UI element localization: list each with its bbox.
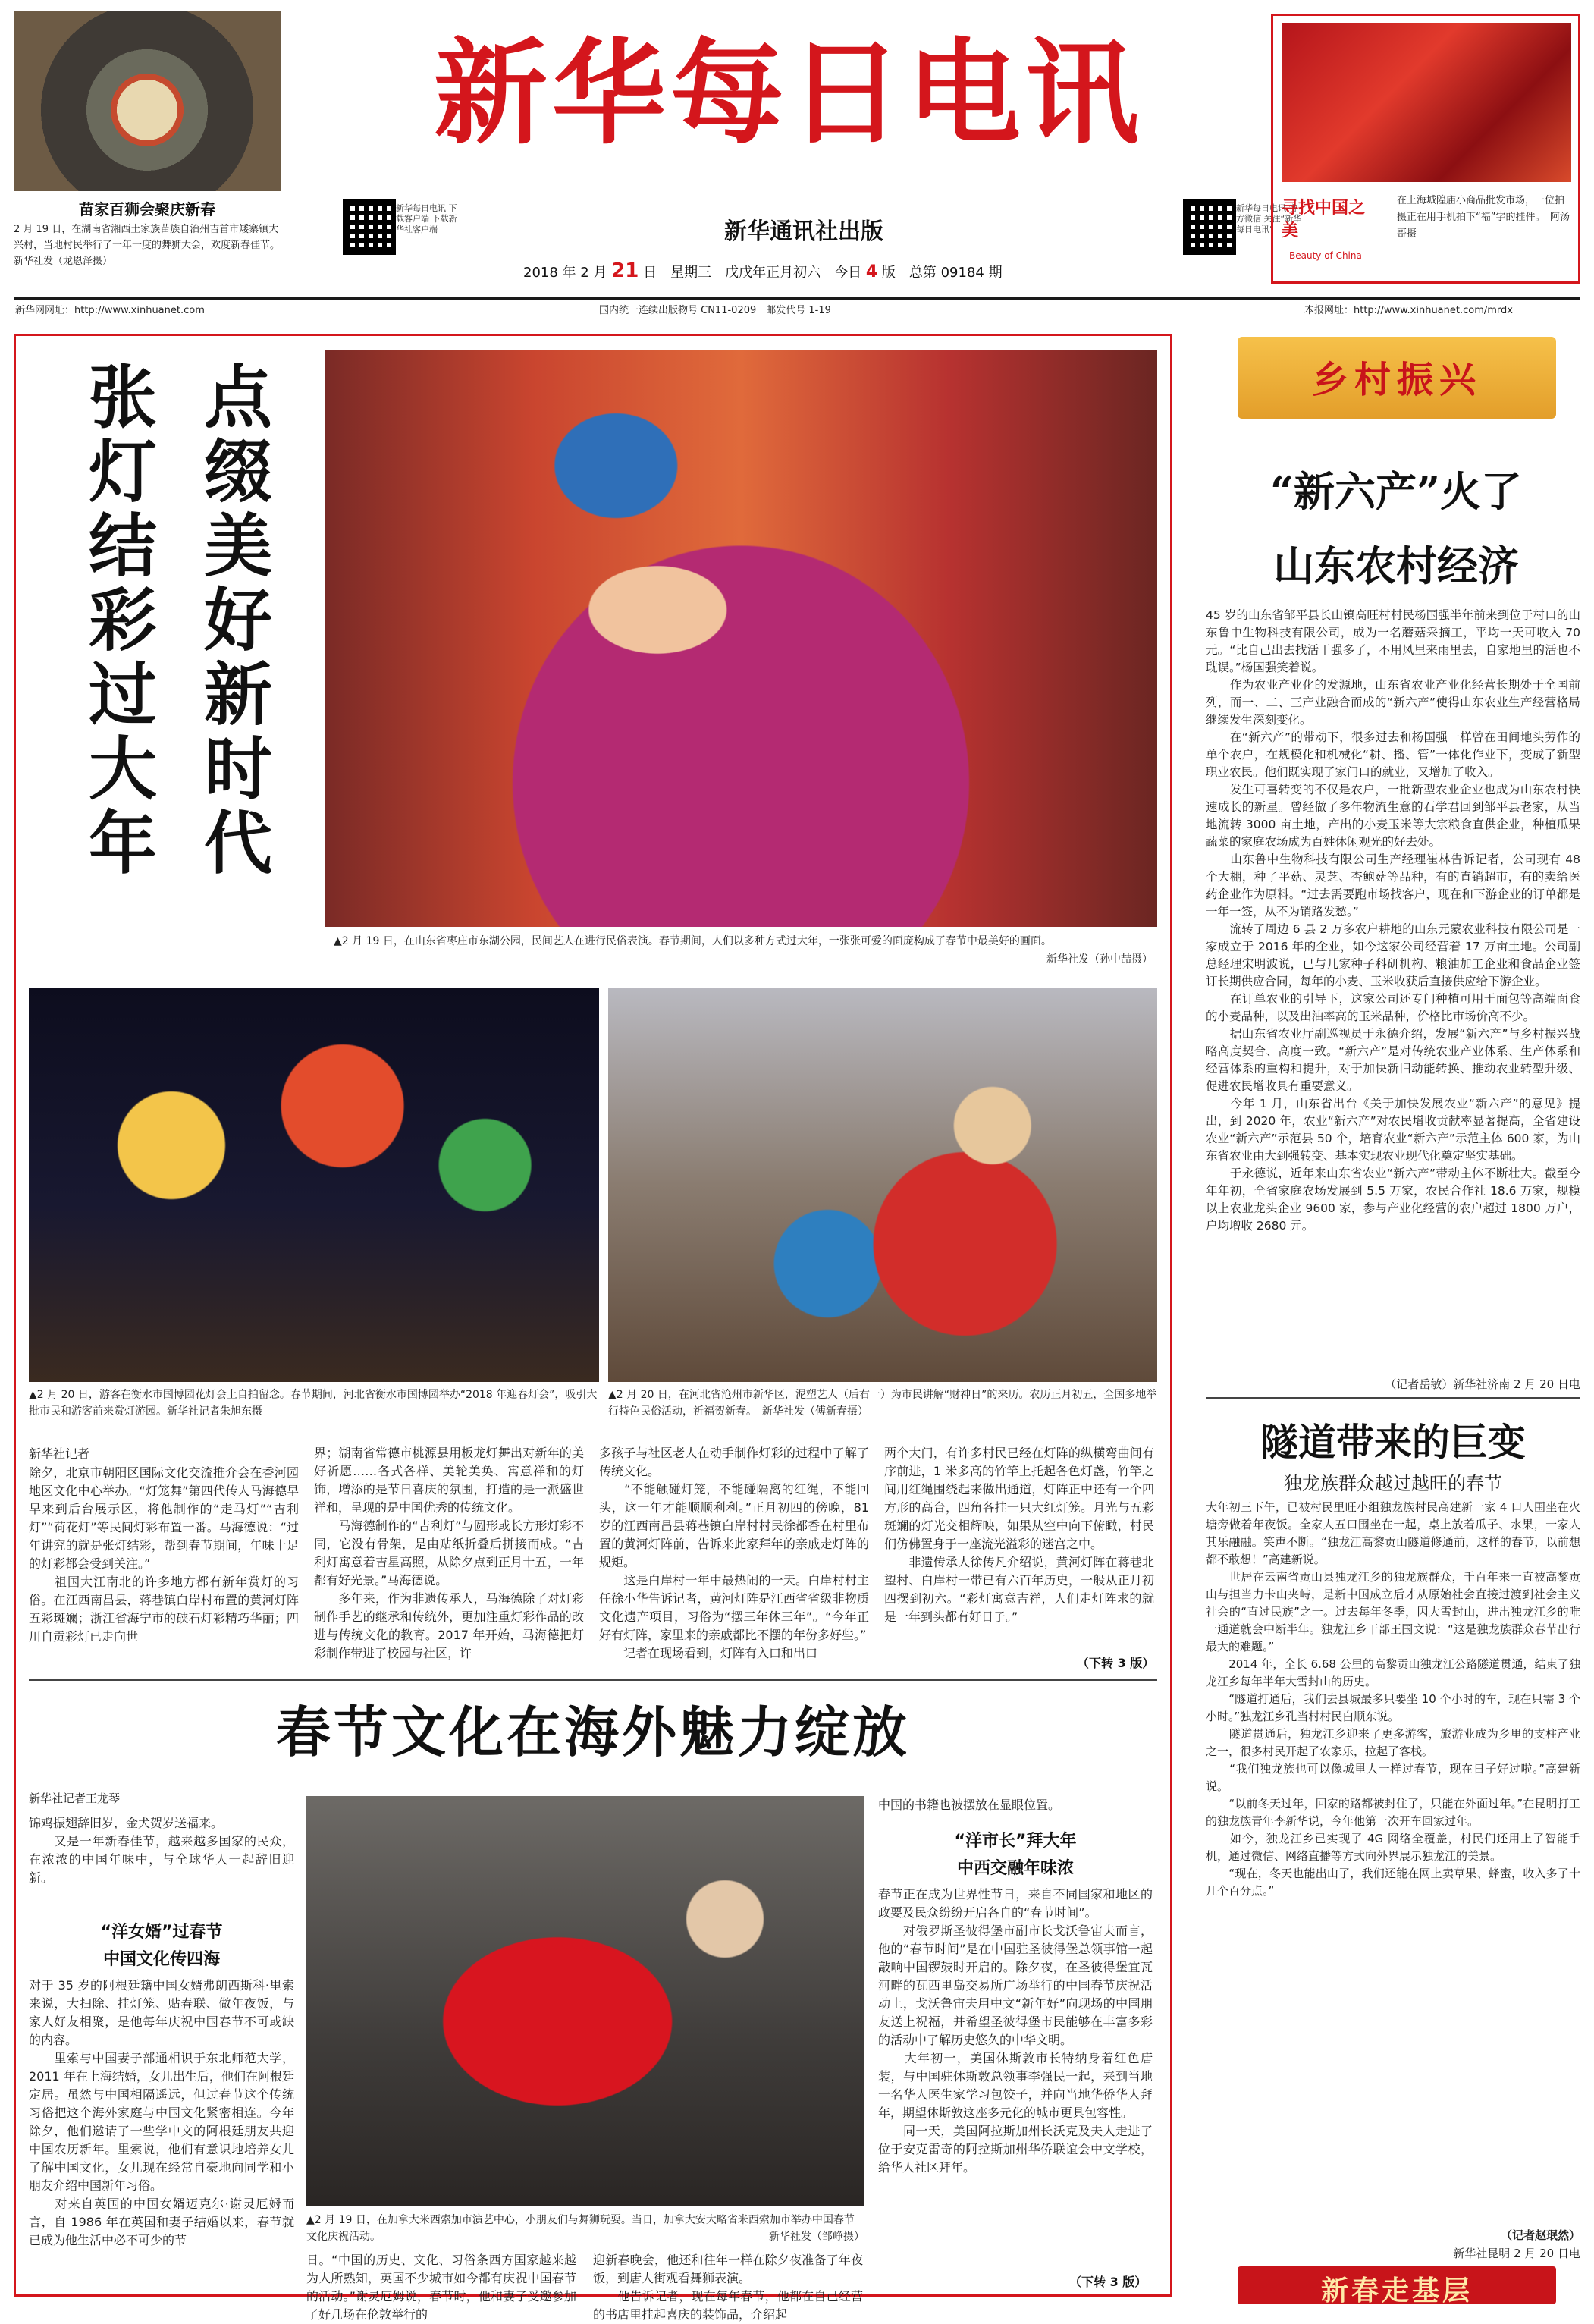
new-spring-banner	[1238, 2266, 1556, 2307]
lead-continued[interactable]: （下转 3 版）	[1077, 1656, 1155, 1670]
tunnel-subheadline: 独龙族群众越过越旺的春节	[1284, 1473, 1502, 1494]
lead-main-photo-caption: ▲2 月 19 日，在山东省枣庄市东湖公园，民间艺人在进行民俗表演。春节期间，人们以多种方式过大年，一张张可爱的面庞构成了春节中最美好的画面。	[334, 935, 1052, 947]
overseas-sub2-line2: 中西交融年味浓	[956, 1859, 1074, 1878]
lead-body-col2: 界；湖南省常德市桃源县用板龙灯舞出对新年的美好祈愿……各式各样、美轮美奂、寓意祥和的灯饰，增添的是节日喜庆的氛围，打造的是一派盛世祥和，呈现的是中国优秀的传统文化。 马海德制作的“吉利灯”与圆形或长方形灯彩不同，它没有骨架，是由贴纸折叠后拼接而成。“吉利灯寓意着吉星高照，从除夕点到正月十五，一年都有好光景。”马海德说。 多年来，作为非遗传承人，马海德除了对灯彩制作手艺的继承和传统外，更加注重灯彩作品的改进与传统文化的教育。2017 年开始，马海德把灯彩制作带进了校园与社区，许	[314, 1446, 584, 1660]
masthead-rule	[14, 297, 1580, 300]
new-spring-banner-text: 新春走基层	[1320, 2275, 1473, 2307]
lead-body-col1: 除夕，北京市朝阳区国际文化交流推介会在香河园地区文化中心举办。“灯笼舞”第四代传人马海德早早来到后台展示区，将他制作的“走马灯”“吉利灯”“荷花灯”等民间灯彩布置一番。马海德说：“过年讲究的就是张灯结彩，帮到春节期间，年味十足的灯彩都会受到关注。” 祖国大江南北的许多地方都有新年赏灯的习俗。在江西南昌县，蒋巷镇白岸村布置的黄河灯阵五彩斑斓；浙江省海宁市的硖石灯彩精巧华丽；四川自贡彩灯已走向世	[29, 1465, 299, 1644]
overseas-body-d: 春节正在成为世界性节日，来自不同国家和地区的政要及民众纷纷开启各自的“春节时间”。 对俄罗斯圣彼得堡市副市长戈沃鲁宙夫而言，他的“春节时间”是在中国驻圣彼得堡总领事馆一起敲响中国锣鼓时开启的。除夕夜，在圣彼得堡宜瓦河畔的瓦西里岛交易所广场举行的中国春节庆祝活动上，戈沃鲁宙夫用中文“新年好”向现场的中国朋友送上祝福，并希望圣彼得堡市民能够在丰富多彩的活动中了解历史悠久的中华文明。 大年初一，美国休斯敦市长特纳身着红色唐装，与中国驻休斯敦总领事李强民一起，来到当地一名华人医生家学习包饺子，并向当地华侨华人拜年，期望休斯敦这座多元化的城市更具包容性。 同一天，美国阿拉斯加州长沃克及夫人走进了位于安克雷奇的阿拉斯加州华侨联谊会中文学校，给华人社区拜年。	[878, 1887, 1153, 2175]
lead-headline-col2: 张灯结彩过大年	[77, 361, 156, 881]
lion-dance-photo	[306, 1796, 864, 2206]
lead-body-col3: 多孩子与社区老人在动手制作灯彩的过程中了解了传统文化。 “不能触碰灯笼，不能碰隔离的红绳，不能回头，这一年才能顺顺利利。”正月初四的傍晚，81 岁的江西南昌县蒋巷镇白岸村村民徐都香在村里布置的黄河灯阵前，告诉来此家拜年的亲戚走灯阵的规矩。 这是白岸村一年中最热闹的一天。白岸村村主任徐小华告诉记者，黄河灯阵是江西省省级非物质文化遗产项目，习俗为“摆三年休三年”。“今年正好有灯阵，家里来的亲戚都比不摆的年份多好些。” 记者在现场看到，灯阵有入口和出口	[599, 1446, 869, 1660]
date-rest: 日 星期三 戊戌年正月初六 今日	[643, 265, 862, 281]
clay-figure-photo	[608, 988, 1157, 1382]
page-count: 4	[865, 262, 878, 281]
lead-byline: 新华社记者	[29, 1446, 90, 1461]
lion-dance-credit: 新华社发（邹峥摄）	[769, 2231, 864, 2243]
lion-dance-caption: ▲2 月 19 日，在加拿大米西索加市演艺中心，小朋友们与舞狮玩耍。当日，加拿大安大略省米西索加市举办中国春节文化庆祝活动。	[306, 2214, 855, 2243]
overseas-byline: 新华社记者王龙琴	[29, 1792, 121, 1805]
overseas-body-c: 迎新春晚会，他还和往年一样在除夕夜准备了年夜饭，到唐人街观看舞狮表演。 他告诉记者，现在每年春节，他都在自己经营的书店里挂起喜庆的装饰品，介绍起	[593, 2253, 863, 2322]
qr-code-right[interactable]	[1183, 199, 1236, 255]
tunnel-headline: 隧道带来的巨变	[1260, 1420, 1526, 1465]
overseas-sub1-line2: 中国文化传四海	[102, 1950, 220, 1969]
qr-note-right: 新华每日电讯 官方微信 关注“新华每日电讯”	[1236, 203, 1302, 234]
tunnel-signoff: （记者赵珉然）	[1500, 2228, 1580, 2242]
right-headline-line1: “新六产”火了	[1269, 467, 1523, 516]
top-right-photo	[1282, 23, 1571, 182]
top-right-caption: 在上海城隍庙小商品批发市场，一位拍摄正在用手机拍下“福”字的挂件。 阿汤哥摄	[1397, 195, 1570, 240]
lead-main-photo	[325, 350, 1157, 927]
date-day: 21	[611, 259, 639, 282]
website-left[interactable]: 新华网网址：http://www.xinhuanet.com	[15, 305, 205, 316]
rural-banner	[1238, 337, 1556, 419]
lantern-photo-caption: ▲2 月 20 日，游客在衡水市国博园花灯会上自拍留念。春节期间，河北省衡水市国博园举办“2018 年迎春灯会”，吸引大批市民和游客前来赏灯游园。新华社记者朱旭东摄	[29, 1389, 598, 1418]
overseas-sub1-line1: “洋女婿”过春节	[100, 1923, 223, 1942]
overseas-body-a: 对于 35 岁的阿根廷籍中国女婿弗朗西斯科·里索来说，大扫除、挂灯笼、贴春联、做年夜饭，与家人好友相聚，是他每年庆祝中国春节不可或缺的内容。 里索与中国妻子部通相识于东北师范大学，2011 年在上海结婚，女儿出生后，他们在阿根廷定居。虽然与中国相隔遥远，但过春节这个传统习俗把这个海外家庭与中国文化紧密相连。今年除夕，他们邀请了一些学中文的阿根廷朋友共迎中国农历新年。里索说，他们有意识地培养女儿了解中国文化，女儿现在经常自豪地向同学和小朋友介绍中国新年习俗。 对来自英国的中国女婿迈克尔·谢灵厄姆而言，自 1986 年在英国和妻子结婚以来，春节就已成为他生活中必不可少的节	[29, 1978, 294, 2247]
overseas-body-right-top: 中国的书籍也被摆放在显眼位置。	[878, 1798, 1061, 1812]
lantern-photo	[29, 988, 599, 1382]
lead-body-col4: 两个大门，有许多村民已经在灯阵的纵横弯曲间有序前进，1 米多高的竹竿上托起各色灯盏，竹竿之间用红绳围绕起来做出通道，灯阵正中还有一个四方形的高台，四角各挂一只大红灯笼。月光与五彩斑斓的灯光交相辉映，如果从空中向下俯瞰，村民们仿佛置身于一座流光溢彩的迷宫之中。 非遗传承人徐传凡介绍说，黄河灯阵在蒋巷北望村、白岸村一带已有六百年历史，一般从正月初四摆到初六。“彩灯寓意吉祥，人们走灯阵求的就是一年到头都有好日子。”	[884, 1446, 1154, 1624]
right-headline-line2: 山东农村经济	[1273, 542, 1519, 590]
rural-banner-text: 乡村振兴	[1311, 359, 1482, 401]
lead-headline-col1: 点缀美好新时代	[192, 361, 271, 881]
overseas-sub2-line1: “洋市长”拜大年	[954, 1832, 1077, 1851]
beauty-logo-en: Beauty of China	[1289, 250, 1362, 261]
qr-code-left[interactable]	[343, 199, 396, 255]
lead-main-photo-credit: 新华社发（孙中喆摄）	[1046, 953, 1153, 966]
lead-divider	[29, 1679, 1157, 1681]
website-right[interactable]: 本报网址：http://www.xinhuanet.com/mrdx	[1304, 305, 1513, 316]
top-left-title: 苗家百狮会聚庆新春	[79, 200, 215, 218]
right-body: 45 岁的山东省邹平县长山镇高旺村村民杨国强半年前来到位于村口的山东鲁中生物科技有限公司，成为一名蘑菇采摘工，平均一天可收入 70 元。“比自己出去找活干强多了，不用风里来雨里去，自家地里的活也不耽误。”杨国强笑着说。 作为农业产业化的发源地，山东省农业产业化经营长期处于全国前列，而一、二、三产业融合而成的“新六产”使得山东农业生产经营格局继续发生深刻变化。 在“新六产”的带动下，很多过去和杨国强一样曾在田间地头劳作的单个农户，在规模化和机械化“耕、播、管”一体化作业下，变成了新型职业农民。他们既实现了家门口的就业，又增加了收入。 发生可喜转变的不仅是农户，一批新型农业企业也成为山东农村快速成长的新星。曾经做了多年物流生意的石学君回到邹平县老家，从当地流转 3000 亩土地，产出的小麦玉米等大宗粮食直供企业，种植瓜果蔬菜的家庭农场成为百姓休闲观光的好去处。 山东鲁中生物科技有限公司生产经理崔林告诉记者，公司现有 48 个大棚，种了平菇、灵芝、杏鲍菇等品种，有的直销超市，有的卖给医药企业作为原料。“过去需要跑市场找客户，现在和下游企业的订单都是一年一签，从不为销路发愁。” 流转了周边 6 县 2 万多农户耕地的山东元蒙农业科技有限公司是一家成立于 2016 年的企业，如今这家公司经营着 17 万亩土地。公司副总经理宋明波说，已与几家种子科研机构、粮油加工企业和食品企业签订长期供应合同，每年的小麦、玉米收获后直接供应给下游企业。 在订单农业的引导下，这家公司还专门种植可用于面包等高端面食的小麦品种，以及出油率高的玉米品种，价格比市场价高不少。 据山东省农业厅副巡视员于永德介绍，发展“新六产”与乡村振兴战略高度契合、高度一致。“新六产”是对传统农业产业体系、生产体系和经营体系的重构和提升，对于加快新旧动能转换、推动农业转型升级、促进农民增收具有重要意义。 今年 1 月，山东省出台《关于加快发展农业“新六产”的意见》提出，到 2020 年，农业“新六产”对农民增收贡献率显著提高，全省建设农业“新六产”示范县 50 个，培育农业“新六产”示范主体 600 家，为山东省农业由大到强转变、基本实现农业现代化奠定坚实基础。 于永德说，近年来山东省农业“新六产”带动主体不断壮大。截至今年年初，全省家庭农场发展到 5.5 万家，农民合作社 18.6 万家，规模以上农业龙头企业 9600 家，参与产业化经营的农户超过 1800 万户，户均增收 2680 元。	[1206, 608, 1580, 1233]
date-line-start: 2018 年 2 月	[523, 265, 607, 281]
publisher: 新华通讯社出版	[724, 218, 883, 245]
date-line	[523, 259, 1206, 282]
tunnel-dateline: 新华社昆明 2 月 20 日电	[1453, 2247, 1580, 2260]
overseas-continued[interactable]: （下转 3 版）	[1069, 2275, 1147, 2289]
cn-number: 国内统一连续出版物号 CN11-0209 邮发代号 1-19	[599, 305, 831, 316]
right-divider	[1206, 1397, 1580, 1399]
qr-note-left: 新华每日电讯 下载客户端 下载新华社客户端	[396, 203, 457, 234]
masthead-title: 新华每日电讯	[433, 27, 1144, 160]
overseas-headline: 春节文化在海外魅力绽放	[275, 1700, 910, 1764]
top-left-photo	[14, 11, 281, 191]
right-signoff: （记者岳敏）新华社济南 2 月 20 日电	[1385, 1377, 1580, 1391]
tunnel-body: 大年初三下午，已被村民里旺小组独龙族村民高建新一家 4 口人围坐在火塘旁做着年夜饭。全家人五口围坐在一起，桌上放着瓜子、水果，一家人其乐融融。笑声不断。“独龙江高黎贡山隧道修通前，这样的春节，以前想都不敢想！”高建新说。 世居在云南省贡山县独龙江乡的独龙族群众，千百年来一直被高黎贡山与担当力卡山夹峙，是新中国成立后才从原始社会直接过渡到社会主义社会的“直过民族”之一。过去每年冬季，因大雪封山，进出独龙江乡的唯一通道就会中断半年。独龙江乡干部王国文说：“这是独龙族群众春节出行最大的难题。” 2014 年，全长 6.68 公里的高黎贡山独龙江公路隧道贯通，结束了独龙江乡每年半年大雪封山的历史。 “隧道打通后，我们去县城最多只要坐 10 个小时的车，现在只需 3 个小时。”独龙江乡孔当村村民白顺东说。 隧道贯通后，独龙江乡迎来了更多游客，旅游业成为乡里的支柱产业之一，很多村民开起了农家乐，拉起了客栈。 “我们独龙族也可以像城里人一样过春节，现在日子好过啦。”高建新说。 “以前冬天过年，回家的路都被封住了，只能在外面过年。”在昆明打工的独龙族青年李新华说，今年他第一次开车回家过年。 如今，独龙江乡已实现了 4G 网络全覆盖，村民们还用上了智能手机，通过微信、网络直播等方式向外界展示独龙江的美景。 “现在，冬天也能出山了，我们还能在网上卖草果、蜂蜜，收入多了十几个百分点。”	[1206, 1500, 1580, 1898]
overseas-body-b: 日。“中国的历史、文化、习俗条西方国家越来越为人所熟知，英国不少城市如今都有庆祝中国春节的活动。”谢灵厄姆说，春节时，他和妻子受邀参加了好几场在伦敦举行的	[306, 2253, 576, 2322]
beauty-logo: 寻找中国之美	[1282, 199, 1366, 240]
clay-figure-caption: ▲2 月 20 日，在河北省沧州市新华区，泥塑艺人（后右一）为市民讲解“财神日”的来历。农历正月初五，全国多地举行特色民俗活动，祈福贺新春。 新华社发（傅新春摄）	[608, 1389, 1157, 1418]
page-suffix: 版 总第 09184 期	[881, 265, 1003, 281]
overseas-intro: 锦鸡振翅辞旧岁，金犬贺岁送福来。 又是一年新春佳节，越来越多国家的民众，在浓浓的中国年味中，与全球华人一起辞旧迎新。	[29, 1816, 294, 1885]
top-left-caption: 2 月 19 日，在湖南省湘西土家族苗族自治州吉首市矮寨镇大兴村，当地村民举行了一年一度的舞狮大会，欢度新春佳节。新华社发（龙恩泽摄）	[14, 224, 281, 267]
